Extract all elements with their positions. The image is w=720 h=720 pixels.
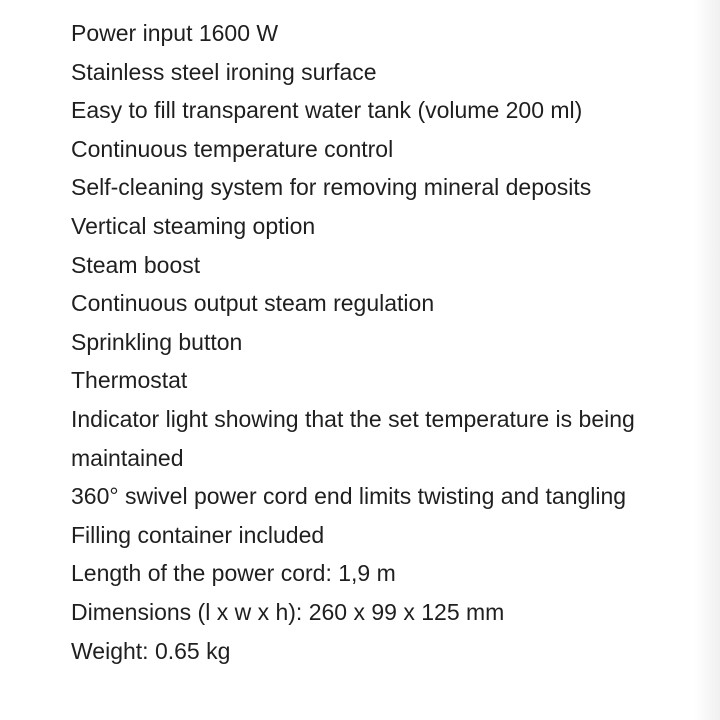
spec-self-cleaning: Self-cleaning system for removing mineral deposits bbox=[71, 174, 592, 201]
spec-steam-boost: Steam boost bbox=[71, 251, 201, 278]
spec-temperature-control: Continuous temperature control bbox=[71, 135, 394, 162]
spec-vertical-steaming: Vertical steaming option bbox=[71, 212, 316, 239]
spec-sprinkling-button: Sprinkling button bbox=[71, 328, 243, 355]
spec-cord-length: Length of the power cord: 1,9 m bbox=[71, 560, 396, 587]
spec-weight: Weight: 0.65 kg bbox=[71, 637, 231, 664]
spec-steam-regulation: Continuous output steam regulation bbox=[71, 290, 435, 317]
spec-filling-container: Filling container included bbox=[71, 521, 325, 548]
spec-dimensions: Dimensions (l x w x h): 260 x 99 x 125 mm bbox=[71, 598, 505, 625]
spec-ironing-surface: Stainless steel ironing surface bbox=[71, 58, 377, 85]
edge-shadow bbox=[694, 0, 720, 720]
spec-water-tank: Easy to fill transparent water tank (volume 200 ml) bbox=[71, 97, 583, 124]
spec-thermostat: Thermostat bbox=[71, 367, 188, 394]
spec-swivel-cord: 360° swivel power cord end limits twisting and tangling bbox=[71, 483, 627, 510]
spec-indicator-light: Indicator light showing that the set temperature is being maintained bbox=[71, 405, 635, 471]
specification-list bbox=[71, 14, 691, 670]
spec-power-input: Power input 1600 W bbox=[71, 20, 279, 46]
